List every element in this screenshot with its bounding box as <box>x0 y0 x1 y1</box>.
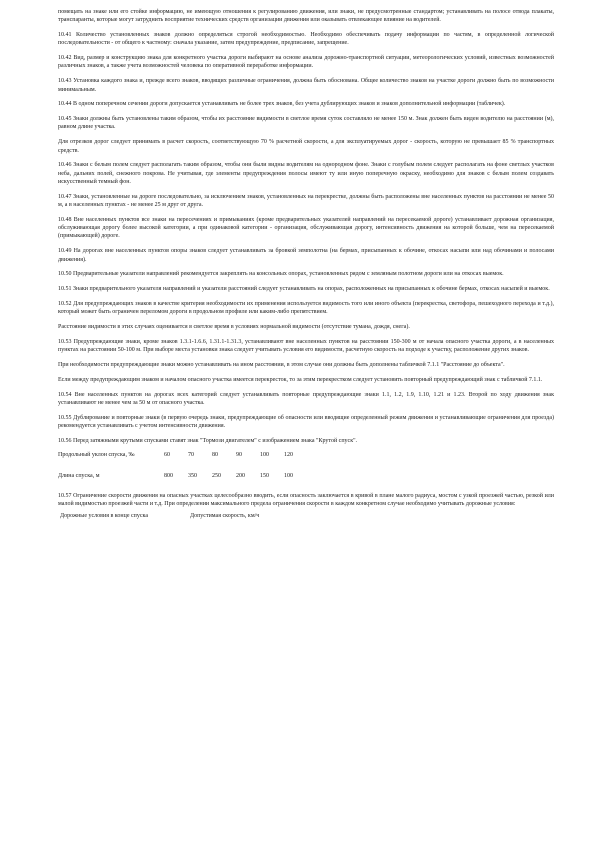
paragraph: 10.52 Для предупреждающих знаков в качестве критерия необходимости их применения используется видимость того или иного объекта (перекрестка, светофора, пешеходного перехода и т.д.), который может быть ограничен переломом дороги в продольном профиле или каким-либо препятствием. <box>58 300 554 316</box>
paragraph: 10.49 На дорогах вне населенных пунктов опоры знаков следует устанавливать за бровкой земполотна (на бермах, присыпанных к обочине, откосах насыпи или над обочинами и полосами движения). <box>58 248 554 263</box>
paragraph: 10.53 Предупреждающие знаки, кроме знаков 1.3.1-1.6.6, 1.31.1-1.31.3, устанавливают вне населенных пунктов на расстоянии 150-300 м от начала опасного участка дороги, а в населенных пунктах на расстоянии 50-100 м. При выборе места установки знака следует учитывать условия его видимости, расчетную скорость на подходе к участку, расположение других знаков. <box>58 338 554 354</box>
length-row <box>58 472 554 480</box>
paragraph: 10.51 Знаки предварительного указателя направлений и указатели расстояний следует устанавливать на опорах, расположенных на присыпанных к обочине бермах, откосах насыпей и выемок. <box>58 286 550 293</box>
paragraph: 10.44 В одном поперечном сечении дороги допускается устанавливать не более трех знаков, без учета дублирующих знаков и знаков дополнительной информации (табличек). <box>58 101 506 108</box>
paragraph: Если между предупреждающим знаком и началом опасного участка имеется перекресток, то за этим перекрестком следует установить повторный предупреждающий знак с табличкой 7.1.1. <box>58 376 543 383</box>
length-value: 100 <box>284 472 293 479</box>
paragraph: 10.50 Предварительные указатели направлений рекомендуется закреплять на консольных опорах, установленных рядом с земляным полотном дороги или на откосах выемок. <box>58 271 504 278</box>
length-value: 150 <box>260 472 269 479</box>
slope-value: 80 <box>212 452 218 459</box>
paragraph: 10.55 Дублирование и повторные знаки (в первую очередь знаки, предупреждающие об опасности или вводящие определенный режим движения и устанавливающие ограничения для проезда) рекомендуется устанавливать с учетом интенсивности движения. <box>58 414 554 429</box>
table-header-conditions: Дорожные условия в конце спуска <box>60 512 149 519</box>
paragraph: 10.46 Знаки с белым полем следует располагать таким образом, чтобы они были видны водителям на однородном фоне. Знаки с голубым полем следует располагать на фоне светлых участков неба, дальних полей, снежного покрова. Не учитывая, где элементы предупреждения полосы имеют ту или иную поперечную окраску, необходимо для знаков с белым полем создавать искусственный темный фон. <box>58 162 554 185</box>
paragraph: 10.43 Установка каждого знака и, прежде всего знаков, вводящих различные ограничения, должна быть обоснована. Общее количество знаков на участке дороги должно быть по возможности минимальным. <box>58 78 554 93</box>
paragraph: Расстояние видимости в этих случаях оценивается в светлое время в условиях нормальной видимости (отсутствие тумана, дождя, снега). <box>58 324 410 331</box>
length-value: 250 <box>212 472 221 479</box>
speed-table-header <box>58 512 554 520</box>
paragraph: 10.45 Знаки должны быть установлены таким образом, чтобы их расстояние видимости в светлое время суток составляло не менее 150 м. Знак должен быть виден водителю на расстоянии (м), равном длине участка. <box>58 116 554 131</box>
length-row-label: Длина спуска, м <box>58 472 100 479</box>
slope-row <box>58 451 554 459</box>
paragraph: Для отрезков дорог следует принимать в расчет скорость, соответствующую 70 % расчетной скорости, а для эксплуатируемых дорог - скорость, которую не превышает 85 % транспортных средств. <box>58 139 554 154</box>
paragraph: 10.48 Вне населенных пунктов все знаки на пересечениях и примыканиях (кроме предварительных указателей направлений на пересекаемой дороге) устанавливает дорожная организация, обслуживающая дорогу более высокой категории, а при одинаковой категории - организация, обслуживающая дорогу, интенсивность движения на которой больше, чем на пересекаемой (примыкающей) дороге. <box>58 216 554 240</box>
paragraph: 10.56 Перед затяжными крутыми спусками ставят знак "Тормози двигателем" с изображением знака "Крутой спуск". <box>58 437 358 444</box>
slope-value: 100 <box>260 452 269 459</box>
paragraph: 10.42 Вид, размер и конструкцию знака для конкретного участка дороги выбирают на основе анализа дорожно-транспортной ситуации, метеорологических условий, известных возможностей различных знаков, а также учета возможностей человека по оперативной переработке информации. <box>58 55 554 70</box>
paragraph: 10.41 Количество установленных знаков должно определяться строгой необходимостью. Необходимо обеспечивать подачу информации по частям, в определенной логической последовательности - от общего к частному: сначала указание, затем предупреждение, предписание, запрещение. <box>58 32 554 47</box>
document-page <box>58 8 554 834</box>
table-header-speed: Допустимая скорость, км/ч <box>190 512 260 519</box>
slope-value: 70 <box>188 452 194 459</box>
slope-row-label: Продольный уклон спуска, ‰ <box>58 452 135 459</box>
length-value: 350 <box>188 472 197 479</box>
slope-value: 90 <box>236 452 242 459</box>
paragraph: При необходимости предупреждающие знаки можно устанавливать на ином расстоянии, в этом случае они должны быть дополнены табличкой 7.1.1 "Расстояние до объекта". <box>58 361 505 368</box>
length-value: 200 <box>236 472 245 479</box>
paragraph: 10.47 Знаки, установленные на дороге последовательно, за исключением знаков, установленных на перекрестке, должны быть расположены вне населенных пунктов на расстоянии не менее 50 м, а в населенных пунктах - не менее 25 м друг от друга. <box>58 193 554 209</box>
paragraph: 10.57 Ограничение скорости движения на опасных участках целесообразно вводить, если опасность заключается в кривой в плане малого радиуса, мостом с узкой проезжей частью, резкой или малой видимостью проезжей части и т.д. При определении максимального предела ограничения скорости в каждом конкретном случае необходимо учитывать дорожные условия: <box>58 493 554 508</box>
paragraph: помещать на знаке или его стойке информацию, не имеющую отношения к регулированию движения, или знаки, не предусмотренные стандартом; устанавливать на полосе отвода плакаты, транспаранты, которые могут затруднить восприятие технических средств организации движения или оказывать отвлекающее влияние на водителей. <box>58 9 554 24</box>
slope-value: 60 <box>164 452 170 459</box>
slope-value: 120 <box>284 452 293 459</box>
length-value: 800 <box>164 472 173 479</box>
paragraph: 10.54 Вне населенных пунктов на дорогах всех категорий следует устанавливать повторные предупреждающие знаки 1.1, 1.2, 1.9, 1.10, 1.21 и 1.23. Второй по ходу движения знак устанавливают не менее чем за 50 м от опасного участка. <box>58 391 554 406</box>
